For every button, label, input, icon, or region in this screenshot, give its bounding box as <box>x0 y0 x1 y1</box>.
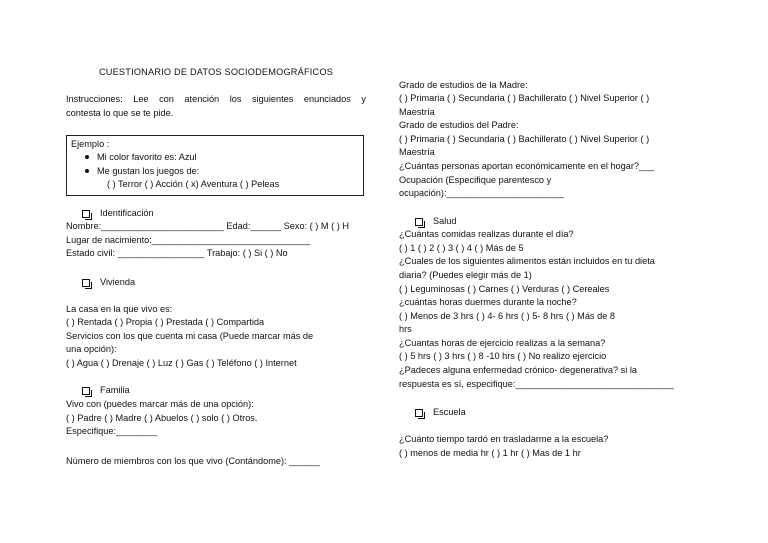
section-header-familia: Familia <box>100 385 130 395</box>
vivienda-question: La casa en la que vivo es: <box>66 304 173 314</box>
bullet-icon <box>85 155 89 159</box>
checkbox-bullet-icon <box>82 279 90 287</box>
sueno-question: ¿cuántas horas duermes durante la noche? <box>399 297 577 307</box>
estudios-madre-maestria[interactable]: Maestría <box>399 107 435 117</box>
section-header-vivienda: Vivienda <box>100 277 136 287</box>
instructions-line-2: contesta lo que se te pide. <box>66 108 174 118</box>
servicios-question-cont: una opción): <box>66 344 117 354</box>
alimentos-question-cont: diaria? (Puedes elegir más de 1) <box>399 270 532 280</box>
page-title: CUESTIONARIO DE DATOS SOCIODEMOGRÁFICOS <box>98 67 334 77</box>
servicios-question: Servicios con los que cuenta mi casa (Puede marcar más de <box>66 331 314 341</box>
instructions-line-1: Instrucciones: Lee con atención los siguientes enunciados y <box>66 94 366 104</box>
example-item-2: Me gustan los juegos de: <box>97 165 200 176</box>
section-salud <box>415 215 457 228</box>
section-identificacion <box>82 207 154 220</box>
checkbox-bullet-icon <box>82 210 90 218</box>
vivo-con-question: Vivo con (puedes marcar más de una opción): <box>66 399 254 409</box>
alimentos-question: ¿Cuales de los siguientes alimentos están incluidos en tu dieta <box>399 256 655 266</box>
estudios-padre-maestria[interactable]: Maestría <box>399 147 435 157</box>
example-item-3: ( ) Terror ( ) Acción ( x) Aventura ( ) Peleas <box>107 179 280 190</box>
ocupacion-label: Ocupación (Especifique parentesco y <box>399 175 552 185</box>
example-bullet-1 <box>85 151 363 164</box>
example-item-1: Mi color favorito es: Azul <box>97 152 197 163</box>
estudios-padre-label: Grado de estudios del Padre: <box>399 120 519 130</box>
nombre-edad-sexo-line[interactable]: Nombre:________________________ Edad:______ Sexo: ( ) M ( ) H <box>66 221 349 231</box>
comidas-question: ¿Cuántas comidas realizas durante el día? <box>399 229 574 239</box>
example-header: Ejemplo : <box>71 139 110 149</box>
sueno-options-cont[interactable]: hrs <box>399 324 412 334</box>
ejercicio-question: ¿Cuantas horas de ejercicio realizas a la semana? <box>399 338 606 348</box>
numero-miembros-field[interactable]: Número de miembros con los que vivo (Contándome): ______ <box>66 456 320 466</box>
enfermedad-question: ¿Padeces alguna enfermedad crónico- degenerativa? si la <box>399 365 638 375</box>
sueno-options[interactable]: ( ) Menos de 3 hrs ( ) 4- 6 hrs ( ) 5- 8 hrs ( ) Más de 8 <box>399 311 615 321</box>
vivo-con-options[interactable]: ( ) Padre ( ) Madre ( ) Abuelos ( ) solo ( ) Otros. <box>66 413 258 423</box>
section-header-salud: Salud <box>433 216 457 226</box>
ocupacion-field[interactable]: ocupación):_______________________ <box>399 188 565 198</box>
comidas-options[interactable]: ( ) 1 ( ) 2 ( ) 3 ( ) 4 ( ) Más de 5 <box>399 243 524 253</box>
servicios-options[interactable]: ( ) Agua ( ) Drenaje ( ) Luz ( ) Gas ( ) Teléfono ( ) Internet <box>66 358 297 368</box>
especifique-field[interactable]: Especifique:________ <box>66 426 157 436</box>
ejercicio-options[interactable]: ( ) 5 hrs ( ) 3 hrs ( ) 8 -10 hrs ( ) No realizo ejercicio <box>399 351 607 361</box>
aportan-field[interactable]: ¿Cuántas personas aportan económicamente en el hogar?___ <box>399 161 655 171</box>
example-bullet-2 <box>85 165 363 178</box>
checkbox-bullet-icon <box>415 218 423 226</box>
enfermedad-field[interactable]: respuesta es sí, especifique:_______________________________ <box>399 379 674 389</box>
estudios-padre-options[interactable]: ( ) Primaria ( ) Secundaria ( ) Bachillerato ( ) Nivel Superior ( ) <box>399 134 650 144</box>
alimentos-options[interactable]: ( ) Leguminosas ( ) Carnes ( ) Verduras ( ) Cereales <box>399 284 610 294</box>
section-vivienda <box>82 276 135 289</box>
estado-civil-trabajo-line[interactable]: Estado civil: _________________ Trabajo: ( ) Si ( ) No <box>66 248 288 258</box>
vivienda-options[interactable]: ( ) Rentada ( ) Propia ( ) Prestada ( ) Compartida <box>66 317 265 327</box>
section-header-escuela: Escuela <box>433 407 466 417</box>
estudios-madre-label: Grado de estudios de la Madre: <box>399 80 528 90</box>
bullet-icon <box>85 169 89 173</box>
section-header-identificacion: Identificación <box>100 208 154 218</box>
section-familia <box>82 384 130 397</box>
lugar-nacimiento-line[interactable]: Lugar de nacimiento:_______________________________ <box>66 235 311 245</box>
traslado-question: ¿Cuánto tiempo tardó en trasladarme a la escuela? <box>399 434 609 444</box>
checkbox-bullet-icon <box>415 409 423 417</box>
example-box <box>66 135 364 196</box>
checkbox-bullet-icon <box>82 387 90 395</box>
estudios-madre-options[interactable]: ( ) Primaria ( ) Secundaria ( ) Bachillerato ( ) Nivel Superior ( ) <box>399 93 650 103</box>
traslado-options[interactable]: ( ) menos de media hr ( ) 1 hr ( ) Mas de 1 hr <box>399 448 581 458</box>
section-escuela <box>415 406 466 419</box>
